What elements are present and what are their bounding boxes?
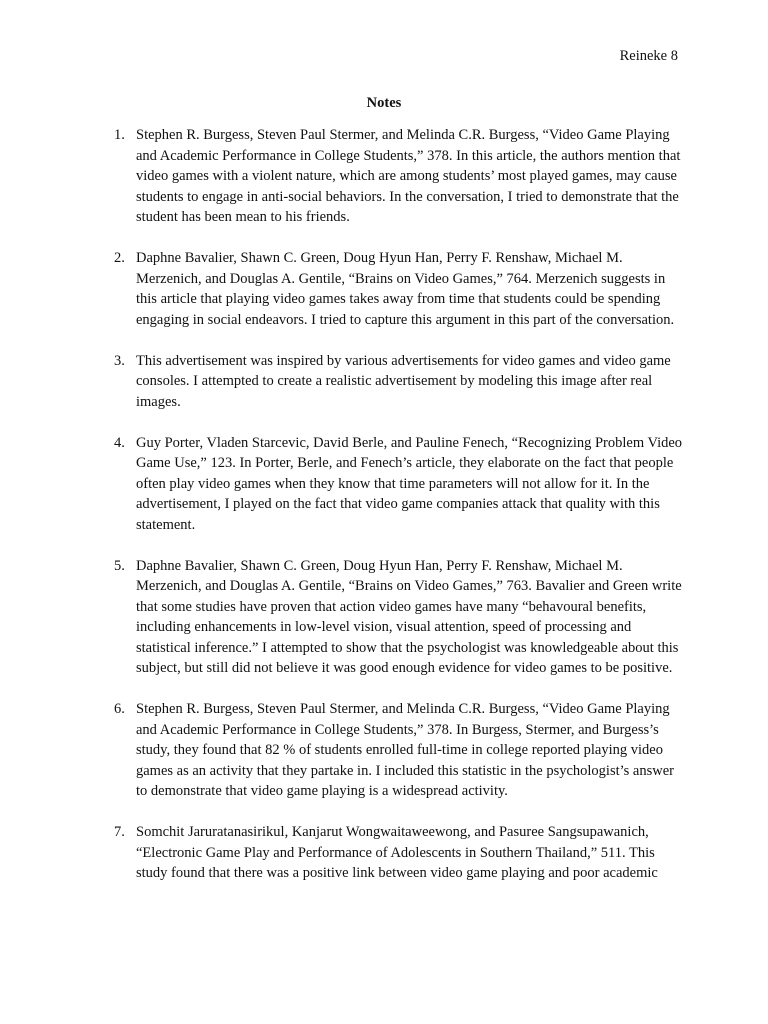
note-1 bbox=[114, 125, 684, 228]
note-number: 3. bbox=[114, 352, 125, 369]
note-6 bbox=[114, 699, 684, 802]
note-text: Stephen R. Burgess, Steven Paul Stermer, and Melinda C.R. Burgess, “Video Game Playing and Academic Performance in College Students,” 378. In this article, the authors mention that video games with a violent nature, which are among students’ most played games, may cause students to engage in anti-social behaviors. In the conversation, I tried to demonstrate that the student has been mean to his friends. bbox=[136, 127, 681, 225]
note-number: 2. bbox=[114, 250, 125, 266]
notes-list bbox=[114, 125, 684, 904]
note-number: 1. bbox=[114, 127, 125, 143]
running-head: Reineke 8 bbox=[619, 48, 678, 64]
notes-title: Notes bbox=[366, 95, 402, 111]
note-2 bbox=[114, 248, 684, 330]
note-text: Guy Porter, Vladen Starcevic, David Berle, and Pauline Fenech, “Recognizing Problem Video Game Use,” 123. In Porter, Berle, and Fenech’s article, they elaborate on the fact that people often play video games when they know that time parameters will not allow for it. In the advertisement, I played on the fact that video game companies attack that quality with this statement. bbox=[136, 434, 683, 533]
note-3 bbox=[114, 351, 684, 413]
note-text: This advertisement was inspired by various advertisements for video games and video game consoles. I attempted to create a realistic advertisement by modeling this image after real images. bbox=[136, 352, 671, 410]
note-number: 5. bbox=[114, 557, 125, 574]
note-number: 6. bbox=[114, 701, 125, 717]
note-number: 4. bbox=[114, 434, 125, 451]
note-number: 7. bbox=[114, 824, 125, 840]
note-7 bbox=[114, 822, 684, 884]
note-text: Daphne Bavalier, Shawn C. Green, Doug Hyun Han, Perry F. Renshaw, Michael M. Merzenich, and Douglas A. Gentile, “Brains on Video Games,” 763. Bavalier and Green write that some studies have proven that action video games have many “behavoural benefits, including enhancements in low-level vision, visual attention, speed of processing and statistical inference.” I attempted to show that the psychologist was knowledgeable about this subject, but still did not believe it was good enough evidence for video games to be positive. bbox=[136, 557, 682, 676]
note-text: Somchit Jaruratanasirikul, Kanjarut Wongwaitaweewong, and Pasuree Sangsupawanich, “Electronic Game Play and Performance of Adolescents in Southern Thailand,” 511. This study found that there was a positive link between video game playing and poor academic bbox=[136, 824, 658, 881]
note-text: Stephen R. Burgess, Steven Paul Stermer, and Melinda C.R. Burgess, “Video Game Playing and Academic Performance in College Students,” 378. In Burgess, Stermer, and Burgess’s study, they found that 82 % of students enrolled full-time in college reported playing video games as an activity that they partake in. I included this statistic in the psychologist’s answer to demonstrate that video game playing is a widespread activity. bbox=[136, 701, 674, 799]
note-5 bbox=[114, 556, 684, 679]
note-text: Daphne Bavalier, Shawn C. Green, Doug Hyun Han, Perry F. Renshaw, Michael M. Merzenich, and Douglas A. Gentile, “Brains on Video Games,” 764. Merzenich suggests in this article that playing video games takes away from time that students could be spending engaging in social endeavors. I tried to capture this argument in this part of the conversation. bbox=[136, 250, 675, 328]
note-4 bbox=[114, 433, 684, 536]
